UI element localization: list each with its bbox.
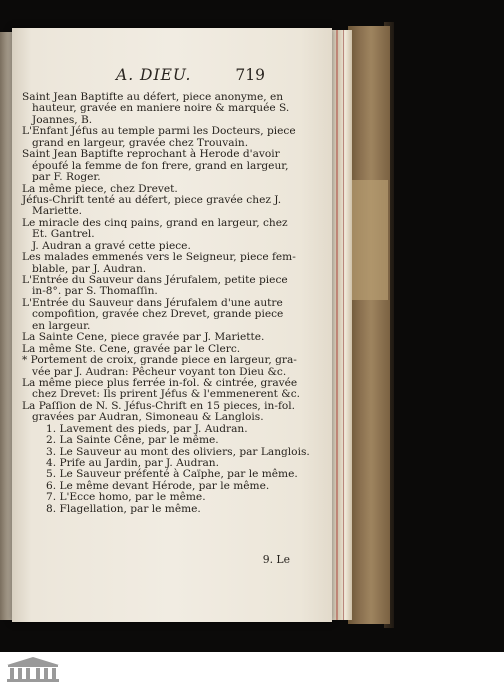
text-line: L'Enfant Jéfus au temple parmi les Docteurs, piece (22, 125, 296, 138)
page-header (12, 66, 332, 86)
text-line: in-8°. par S. Thomaſſin. (32, 285, 158, 298)
text-line: 7. L'Ecce homo, par le même. (46, 491, 206, 504)
text-line: chez Drevet: Ils prirent Jéfus & l'emmenerent &c. (32, 388, 301, 401)
catchword: 9. Le (262, 553, 290, 566)
text-line: L'Entrée du Sauveur dans Jérufalem, petite piece (22, 274, 288, 286)
text-line: hauteur, gravée en maniere noire & marquée S. (32, 102, 290, 115)
text-line: 2. La Sainte Cêne, par le même. (46, 434, 219, 447)
text-line: L'Entrée du Sauveur dans Jérufalem d'une autre (22, 296, 283, 309)
page-edge-line (343, 30, 344, 620)
text-line: 5. Le Sauveur préfenté à Caïphe, par le même. (46, 468, 298, 481)
text-line: Saint Jean Baptifte au défert, piece anonyme, en (22, 91, 284, 103)
text-line: La même Ste. Cene, gravée par le Clerc. (22, 342, 241, 355)
text-line: par F. Roger. (32, 171, 101, 184)
text-line: La Sainte Cene, piece gravée par J. Mariette. (22, 331, 265, 344)
text-line: Joannes, B. (32, 113, 93, 126)
text-line: 4. Prife au Jardin, par J. Audran. (46, 457, 219, 469)
text-line: 3. Le Sauveur au mont des oliviers, par Langlois. (46, 445, 310, 458)
text-line: blable, par J. Audran. (32, 262, 147, 275)
page-block-edge (330, 30, 352, 620)
footer-bar (0, 652, 504, 685)
page-number: 719 (235, 66, 265, 84)
text-line: * Portement de croix, grande piece en largeur, gra- (22, 354, 297, 367)
text-line: vée par J. Audran: Pêcheur voyant ton Dieu &c. (32, 365, 287, 378)
binding-stain (352, 180, 388, 300)
text-line: La même piece, chez Drevet. (22, 182, 178, 195)
text-line: La Paſſion de N. S. Jéfus-Chrift en 15 pieces, in-fol. (22, 399, 296, 412)
book-binding (348, 26, 390, 624)
text-line: en largeur. (32, 319, 91, 332)
text-line: grand en largeur, gravée chez Trouvain. (32, 136, 249, 149)
text-line: compofition, gravée chez Drevet, grande piece (32, 308, 284, 321)
running-head: A. DIEU. (116, 66, 192, 84)
text-line: Et. Gantrel. (32, 228, 95, 241)
text-line: La même piece plus ferrée in-fol. & cintrée, gravée (22, 376, 298, 389)
text-line: Mariette. (32, 205, 83, 218)
text-line: époufé la femme de fon frere, grand en largeur, (32, 159, 289, 172)
text-line: Les malades emmenés vers le Seigneur, piece fem- (22, 251, 296, 264)
text-line: gravées par Audran, Simoneau & Langlois. (32, 411, 264, 424)
book-page (12, 28, 332, 622)
text-line: 8. Flagellation, par le même. (46, 502, 201, 515)
text-line: Le miracle des cinq pains, grand en largeur, chez (22, 216, 288, 229)
text-line: Saint Jean Baptifte reprochant à Herode d'avoir (22, 148, 280, 161)
library-building-logo-icon (4, 655, 62, 683)
text-line: 6. Le même devant Hérode, par le même. (46, 479, 270, 492)
text-line: 1. Lavement des pieds, par J. Audran. (46, 422, 248, 435)
page-edge-line (336, 30, 338, 620)
text-line: Jéfus-Chrift tenté au défert, piece gravée chez J. (22, 193, 282, 206)
page-body-text (22, 91, 310, 515)
text-line: J. Audran a gravé cette piece. (32, 239, 191, 252)
